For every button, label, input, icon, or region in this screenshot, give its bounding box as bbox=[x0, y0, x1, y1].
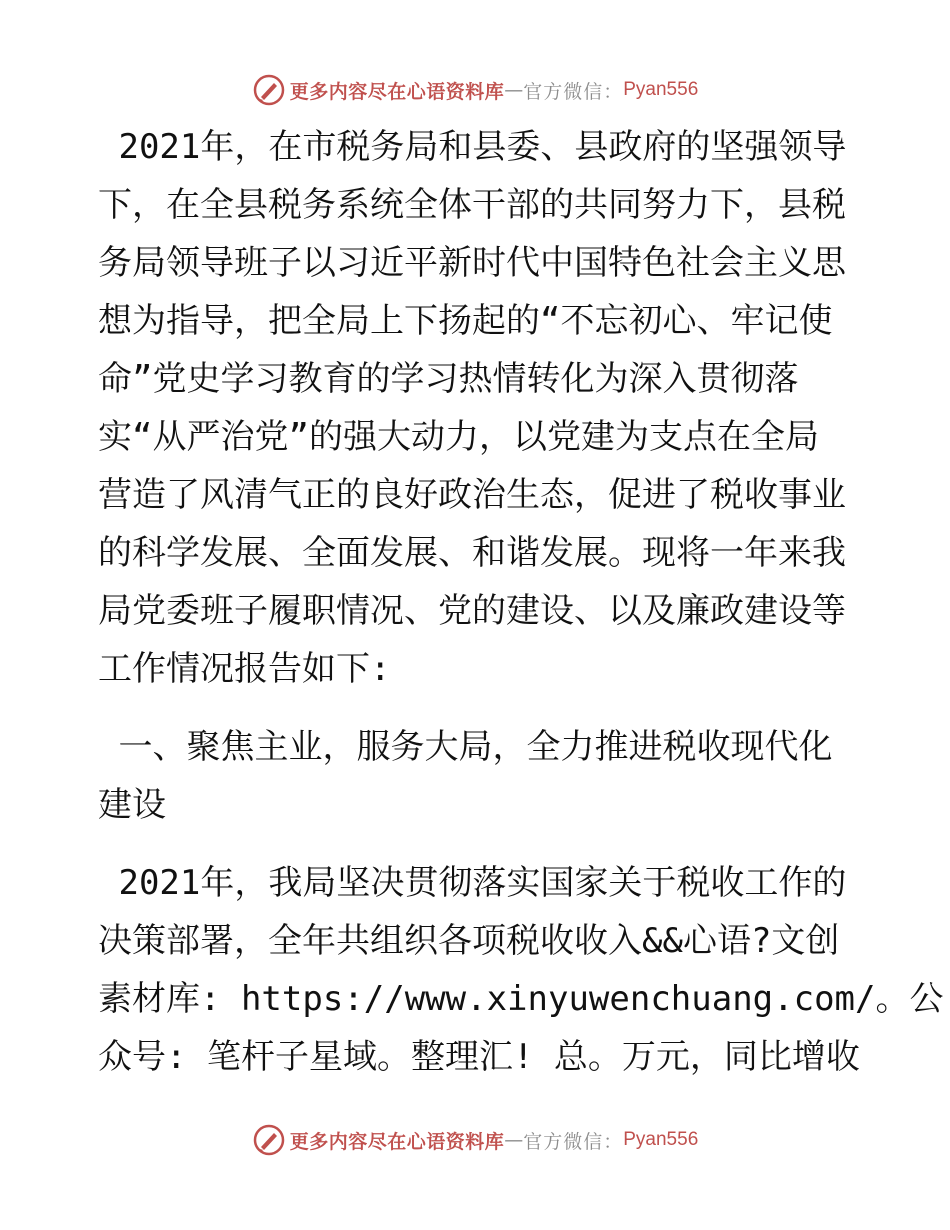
text-line: 决策部署，全年共组织各项税收收入&&心语?文创 bbox=[98, 921, 840, 961]
text-line: 素材库: https://www.xinyuwenchuang.com/。公 bbox=[98, 979, 944, 1019]
banner-red-text: 更多内容尽在心语资料库 bbox=[289, 1130, 505, 1153]
text-line: 下，在全县税务系统全体干部的共同努力下，县税 bbox=[98, 185, 846, 225]
paragraph-2 bbox=[98, 854, 944, 1086]
text-line: 想为指导，把全局上下扬起的“不忘初心、牢记使 bbox=[98, 301, 833, 341]
text-line: 工作情况报告如下: bbox=[98, 649, 391, 689]
heading-line: 一、聚焦主业，服务大局，全力推进税收现代化 bbox=[98, 727, 833, 767]
text-line: 的科学发展、全面发展、和谐发展。现将一年来我 bbox=[98, 533, 846, 573]
text-line: 2021年，在市税务局和县委、县政府的坚强领导 bbox=[98, 127, 847, 167]
banner-dash: — bbox=[504, 79, 524, 101]
text-line: 命”党史学习教育的学习热情转化为深入贯彻落 bbox=[98, 359, 799, 399]
paragraph-1 bbox=[98, 118, 858, 698]
banner-wechat-id: Pyan556 bbox=[623, 79, 699, 100]
text-line: 局党委班子履职情况、党的建设、以及廉政建设等 bbox=[98, 591, 846, 631]
banner-red-text: 更多内容尽在心语资料库 bbox=[289, 80, 505, 103]
logo-icon bbox=[252, 1123, 286, 1157]
text-line: 2021年，我局坚决贯彻落实国家关于税收工作的 bbox=[98, 863, 847, 903]
banner-gray-text: 官方微信： bbox=[523, 80, 624, 103]
section-heading bbox=[98, 718, 858, 834]
text-line: 实“从严治党”的强大动力，以党建为支点在全局 bbox=[98, 417, 819, 457]
heading-line: 建设 bbox=[98, 785, 166, 825]
banner-dash: — bbox=[504, 1129, 524, 1151]
banner-gray-text: 官方微信： bbox=[523, 1130, 624, 1153]
banner-wechat-id: Pyan556 bbox=[623, 1129, 699, 1150]
logo-icon bbox=[252, 73, 286, 107]
header-banner bbox=[0, 70, 950, 110]
text-line: 营造了风清气正的良好政治生态，促进了税收事业 bbox=[98, 475, 846, 515]
footer-banner bbox=[0, 1120, 950, 1160]
document-body bbox=[98, 118, 944, 1086]
text-line: 务局领导班子以习近平新时代中国特色社会主义思 bbox=[98, 243, 846, 283]
text-line: 众号: 笔杆子星域。整理汇! 总。万元，同比增收 bbox=[98, 1037, 860, 1077]
